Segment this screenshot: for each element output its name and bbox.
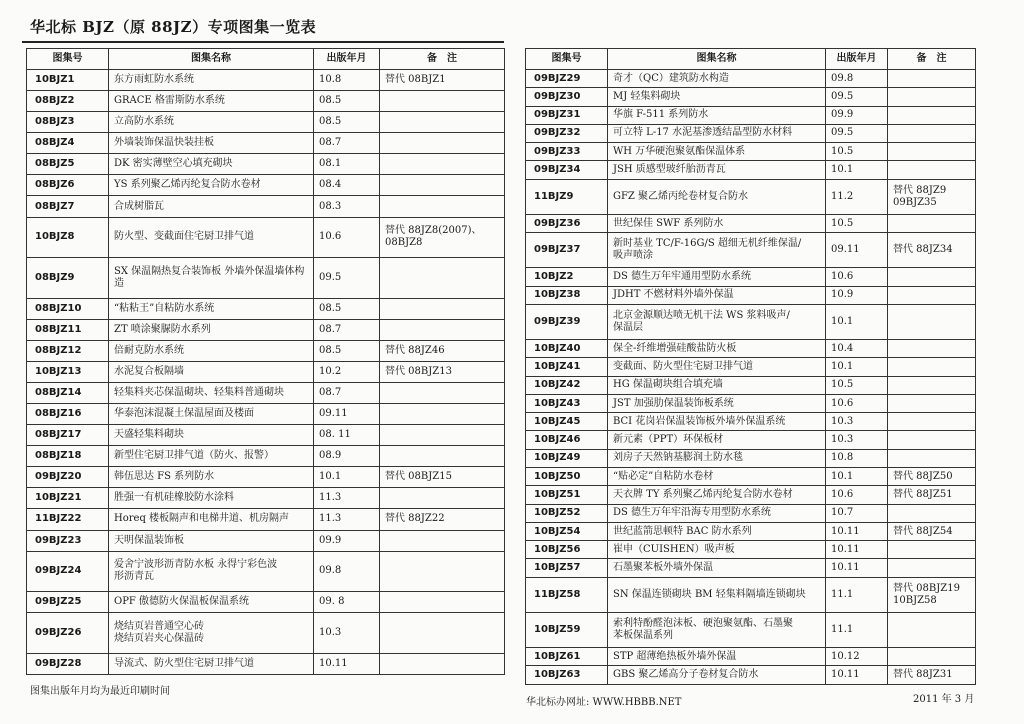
name-cell: DS 德生万年牢沿海专用型防水系统: [608, 504, 826, 522]
date-cell: 10.7: [826, 504, 888, 522]
code-cell: 08BJZ10: [27, 298, 109, 319]
date-cell: 08.5: [314, 298, 380, 319]
name-cell: JSH 质感型玻纤胎沥青瓦: [608, 161, 826, 179]
note-cell: 替代 88JZ54: [888, 522, 976, 540]
code-cell: 11BJZ22: [27, 509, 109, 530]
date-cell: 10.3: [826, 431, 888, 449]
code-cell: 09BJZ31: [526, 106, 608, 124]
code-cell: 08BJZ17: [27, 425, 109, 446]
name-cell: GRACE 格雷斯防水系统: [109, 91, 314, 112]
note-cell: [888, 106, 976, 124]
date-cell: 08.5: [314, 340, 380, 361]
date-cell: 10.1: [826, 161, 888, 179]
header-code: 图集号: [526, 49, 608, 70]
right-catalog-table: [525, 48, 976, 685]
table-row: [526, 340, 976, 358]
date-cell: 10.3: [314, 613, 380, 654]
page-title: 华北标 BJZ（原 88JZ）专项图集一览表: [30, 18, 317, 36]
table-row: [27, 70, 505, 91]
table-row: [526, 268, 976, 286]
note-cell: [888, 161, 976, 179]
table-row: [526, 449, 976, 467]
table-row: [526, 394, 976, 412]
footnote: 图集出版年月均为最近印刷时间: [30, 686, 170, 697]
code-cell: 10BJZ45: [526, 413, 608, 431]
code-cell: 10BJZ61: [526, 648, 608, 666]
date-cell: 10.5: [826, 376, 888, 394]
code-cell: 08BJZ2: [27, 91, 109, 112]
note-cell: [380, 319, 505, 340]
table-row: [526, 504, 976, 522]
table-row: [27, 592, 505, 613]
code-cell: 11BJZ9: [526, 179, 608, 214]
code-cell: 08BJZ3: [27, 112, 109, 133]
table-row: [27, 154, 505, 175]
name-cell: MJ 轻集料砌块: [608, 88, 826, 106]
table-row: [526, 413, 976, 431]
date-cell: 08.3: [314, 196, 380, 217]
note-cell: [380, 425, 505, 446]
table-row: [27, 509, 505, 530]
name-cell: GBS 聚乙烯高分子卷材复合防水: [608, 666, 826, 685]
table-row: [526, 143, 976, 161]
table-row: [27, 425, 505, 446]
code-cell: 10BJZ38: [526, 286, 608, 304]
code-cell: 08BJZ4: [27, 133, 109, 154]
name-cell: 东方雨虹防水系统: [109, 70, 314, 91]
table-row: [526, 70, 976, 88]
date-cell: 08.7: [314, 382, 380, 403]
date-cell: 09.8: [314, 551, 380, 592]
code-cell: 10BJZ43: [526, 394, 608, 412]
name-cell: 天盛轻集料砌块: [109, 425, 314, 446]
code-cell: 10BJZ41: [526, 358, 608, 376]
date-cell: 09.5: [314, 258, 380, 299]
code-cell: 09BJZ24: [27, 551, 109, 592]
name-cell: 天衣牌 TY 系列聚乙烯丙纶复合防水卷材: [608, 486, 826, 504]
note-cell: [888, 504, 976, 522]
date-cell: 10.5: [826, 214, 888, 232]
name-cell: 韩伍思达 FS 系列防水: [109, 467, 314, 488]
code-cell: 09BJZ34: [526, 161, 608, 179]
date-cell: 09.8: [826, 70, 888, 88]
note-cell: [380, 613, 505, 654]
note-cell: [888, 413, 976, 431]
note-cell: [380, 258, 505, 299]
code-cell: 09BJZ29: [526, 70, 608, 88]
name-cell: 刘房子天然钠基膨润土防水毯: [608, 449, 826, 467]
name-cell: 世纪蓝箭思顿特 BAC 防水系列: [608, 522, 826, 540]
table-row: [526, 304, 976, 339]
code-cell: 08BJZ9: [27, 258, 109, 299]
note-cell: [888, 612, 976, 647]
table-row: [526, 124, 976, 142]
note-cell: 替代 08BJZ19 10BJZ58: [888, 577, 976, 612]
table-row: [27, 613, 505, 654]
date-cell: 08.7: [314, 319, 380, 340]
date-cell: 10.6: [826, 268, 888, 286]
name-cell: JST 加强肋保温装饰板系统: [608, 394, 826, 412]
code-cell: 10BJZ57: [526, 559, 608, 577]
note-cell: [380, 382, 505, 403]
header-note: 备 注: [380, 49, 505, 70]
note-cell: [380, 530, 505, 551]
code-cell: 08BJZ16: [27, 404, 109, 425]
date-cell: 08. 11: [314, 425, 380, 446]
table-row: [27, 340, 505, 361]
date-cell: 10.11: [314, 653, 380, 674]
date-cell: 10.1: [826, 358, 888, 376]
code-cell: 10BJZ21: [27, 488, 109, 509]
code-cell: 10BJZ46: [526, 431, 608, 449]
note-cell: 替代 08BJZ1: [380, 70, 505, 91]
note-cell: [380, 91, 505, 112]
note-cell: 替代 88JZ34: [888, 233, 976, 268]
name-cell: HG 保温砌块组合填充墙: [608, 376, 826, 394]
name-cell: “粘粘王”自粘防水系统: [109, 298, 314, 319]
table-row: [526, 666, 976, 685]
header-date: 出版年月: [826, 49, 888, 70]
date-cell: 10.3: [826, 413, 888, 431]
date-cell: 10.6: [826, 394, 888, 412]
table-row: [27, 133, 505, 154]
note-cell: 替代 88JZ22: [380, 509, 505, 530]
date-cell: 10.2: [314, 361, 380, 382]
name-cell: DK 密实薄壁空心填充砌块: [109, 154, 314, 175]
table-row: [27, 404, 505, 425]
note-cell: [888, 304, 976, 339]
table-row: [526, 161, 976, 179]
name-cell: 新时基业 TC/F-16G/S 超细无机纤维保温/ 吸声喷涂: [608, 233, 826, 268]
code-cell: 10BJZ8: [27, 217, 109, 258]
table-row: [526, 376, 976, 394]
date-cell: 08.5: [314, 112, 380, 133]
name-cell: GFZ 聚乙烯丙纶卷材复合防水: [608, 179, 826, 214]
table-row: [526, 522, 976, 540]
note-cell: [888, 394, 976, 412]
name-cell: 世纪保佳 SWF 系列防水: [608, 214, 826, 232]
note-cell: [888, 340, 976, 358]
name-cell: 立高防水系统: [109, 112, 314, 133]
code-cell: 09BJZ39: [526, 304, 608, 339]
date-cell: 11.3: [314, 509, 380, 530]
code-cell: 09BJZ33: [526, 143, 608, 161]
name-cell: 北京金源顺达喷无机干法 WS 浆料吸声/ 保温层: [608, 304, 826, 339]
name-cell: “贴必定”自粘防水卷材: [608, 468, 826, 486]
code-cell: 09BJZ28: [27, 653, 109, 674]
date-cell: 08.1: [314, 154, 380, 175]
code-cell: 08BJZ14: [27, 382, 109, 403]
header-name: 图集名称: [109, 49, 314, 70]
note-cell: [380, 154, 505, 175]
table-row: [27, 175, 505, 196]
code-cell: 10BJZ56: [526, 541, 608, 559]
date-cell: 09. 8: [314, 592, 380, 613]
table-row: [27, 551, 505, 592]
table-row: [27, 258, 505, 299]
note-cell: [888, 70, 976, 88]
table-row: [526, 468, 976, 486]
date-cell: 09.5: [826, 88, 888, 106]
note-cell: [888, 449, 976, 467]
code-cell: 08BJZ5: [27, 154, 109, 175]
name-cell: 保全-纤维增强硅酸盐防火板: [608, 340, 826, 358]
note-cell: 替代 88JZ51: [888, 486, 976, 504]
name-cell: 天明保温装饰板: [109, 530, 314, 551]
date-cell: 10.11: [826, 559, 888, 577]
code-cell: 09BJZ20: [27, 467, 109, 488]
name-cell: 石墨聚苯板外墙外保温: [608, 559, 826, 577]
note-cell: [888, 143, 976, 161]
table-row: [526, 88, 976, 106]
date-cell: 09.5: [826, 124, 888, 142]
code-cell: 10BJZ1: [27, 70, 109, 91]
header-name: 图集名称: [608, 49, 826, 70]
note-cell: [888, 559, 976, 577]
table-row: [526, 648, 976, 666]
date-cell: 10.6: [314, 217, 380, 258]
code-cell: 09BJZ32: [526, 124, 608, 142]
name-cell: YS 系列聚乙烯丙纶复合防水卷材: [109, 175, 314, 196]
name-cell: 可立特 L-17 水泥基渗透结晶型防水材料: [608, 124, 826, 142]
code-cell: 08BJZ11: [27, 319, 109, 340]
code-cell: 10BJZ52: [526, 504, 608, 522]
date-cell: 10.11: [826, 522, 888, 540]
publish-date: 2011 年 3 月: [913, 694, 975, 705]
name-cell: 防火型、变截面住宅厨卫排气道: [109, 217, 314, 258]
title-underline: [22, 41, 504, 43]
note-cell: [888, 358, 976, 376]
name-cell: 水泥复合板隔墙: [109, 361, 314, 382]
table-row: [526, 541, 976, 559]
name-cell: 变截面、防火型住宅厨卫排气道: [608, 358, 826, 376]
date-cell: 10.5: [826, 143, 888, 161]
name-cell: OPF 傲德防火保温板保温系统: [109, 592, 314, 613]
name-cell: 倍耐克防水系统: [109, 340, 314, 361]
code-cell: 08BJZ18: [27, 446, 109, 467]
table-row: [27, 530, 505, 551]
code-cell: 10BJZ2: [526, 268, 608, 286]
name-cell: 轻集料夹芯保温砌块、轻集料普通砌块: [109, 382, 314, 403]
date-cell: 10.12: [826, 648, 888, 666]
note-cell: 替代 88JZ9 09BJZ35: [888, 179, 976, 214]
date-cell: 09.9: [314, 530, 380, 551]
name-cell: JDHT 不燃材料外墙外保温: [608, 286, 826, 304]
code-cell: 08BJZ7: [27, 196, 109, 217]
table-row: [526, 358, 976, 376]
table-row: [27, 446, 505, 467]
note-cell: 替代 88JZ46: [380, 340, 505, 361]
note-cell: [380, 196, 505, 217]
note-cell: [888, 648, 976, 666]
code-cell: 09BJZ30: [526, 88, 608, 106]
name-cell: 索利特酚醛泡沫板、硬泡聚氨酯、石墨聚 苯板保温系列: [608, 612, 826, 647]
date-cell: 10.4: [826, 340, 888, 358]
table-row: [27, 112, 505, 133]
website-text: 华北标办网址: WWW.HBBB.NET: [526, 697, 682, 708]
code-cell: 10BJZ49: [526, 449, 608, 467]
table-row: [27, 217, 505, 258]
date-cell: 09.11: [314, 404, 380, 425]
name-cell: WH 万华硬泡聚氨酯保温体系: [608, 143, 826, 161]
code-cell: 10BJZ59: [526, 612, 608, 647]
date-cell: 11.2: [826, 179, 888, 214]
code-cell: 09BJZ23: [27, 530, 109, 551]
code-cell: 11BJZ58: [526, 577, 608, 612]
note-cell: [380, 551, 505, 592]
header-code: 图集号: [27, 49, 109, 70]
name-cell: ZT 喷涂聚脲防水系列: [109, 319, 314, 340]
name-cell: 华旗 F-511 系列防水: [608, 106, 826, 124]
table-header-row: [526, 49, 976, 70]
name-cell: BCI 花岗岩保温装饰板外墙外保温系统: [608, 413, 826, 431]
date-cell: 09.11: [826, 233, 888, 268]
code-cell: 09BJZ26: [27, 613, 109, 654]
note-cell: [888, 124, 976, 142]
note-cell: 替代 88JZ50: [888, 468, 976, 486]
note-cell: [888, 88, 976, 106]
code-cell: 09BJZ36: [526, 214, 608, 232]
note-cell: [380, 133, 505, 154]
date-cell: 10.1: [314, 467, 380, 488]
code-cell: 10BJZ54: [526, 522, 608, 540]
name-cell: 导流式、防火型住宅厨卫排气道: [109, 653, 314, 674]
date-cell: 08.4: [314, 175, 380, 196]
date-cell: 10.11: [826, 666, 888, 685]
table-row: [526, 559, 976, 577]
name-cell: STP 超薄绝热板外墙外保温: [608, 648, 826, 666]
table-row: [526, 431, 976, 449]
table-row: [27, 488, 505, 509]
table-row: [27, 196, 505, 217]
code-cell: 09BJZ37: [526, 233, 608, 268]
name-cell: 合成树脂瓦: [109, 196, 314, 217]
table-row: [27, 653, 505, 674]
table-row: [526, 179, 976, 214]
code-cell: 08BJZ12: [27, 340, 109, 361]
name-cell: 华泰泡沫混凝土保温屋面及楼面: [109, 404, 314, 425]
name-cell: SN 保温连锁砌块 BM 轻集料隔墙连锁砌块: [608, 577, 826, 612]
date-cell: 10.9: [826, 286, 888, 304]
name-cell: 爱舍宁波形沥青防水板 永得宁彩色波 形沥青瓦: [109, 551, 314, 592]
code-cell: 10BJZ50: [526, 468, 608, 486]
code-cell: 08BJZ6: [27, 175, 109, 196]
date-cell: 10.6: [826, 486, 888, 504]
table-row: [27, 91, 505, 112]
table-row: [526, 577, 976, 612]
note-cell: [380, 488, 505, 509]
date-cell: 11.1: [826, 612, 888, 647]
note-cell: 替代 08BJZ15: [380, 467, 505, 488]
date-cell: 08.7: [314, 133, 380, 154]
table-row: [526, 486, 976, 504]
note-cell: [380, 175, 505, 196]
name-cell: Horeq 楼板隔声和电梯井道、机房隔声: [109, 509, 314, 530]
name-cell: SX 保温隔热复合装饰板 外墙外保温墙体构造: [109, 258, 314, 299]
code-cell: 09BJZ25: [27, 592, 109, 613]
note-cell: [380, 592, 505, 613]
note-cell: [888, 214, 976, 232]
table-row: [526, 612, 976, 647]
code-cell: 10BJZ13: [27, 361, 109, 382]
name-cell: 新型住宅厨卫排气道（防火、报警）: [109, 446, 314, 467]
note-cell: [380, 112, 505, 133]
name-cell: 外墙装饰保温快装挂板: [109, 133, 314, 154]
date-cell: 08.9: [314, 446, 380, 467]
note-cell: [888, 268, 976, 286]
table-header-row: [27, 49, 505, 70]
code-cell: 10BJZ63: [526, 666, 608, 685]
table-row: [526, 214, 976, 232]
table-row: [27, 361, 505, 382]
date-cell: 11.1: [826, 577, 888, 612]
table-row: [526, 286, 976, 304]
note-cell: [888, 286, 976, 304]
table-row: [27, 467, 505, 488]
code-cell: 10BJZ51: [526, 486, 608, 504]
note-cell: [888, 376, 976, 394]
name-cell: DS 德生万年牢通用型防水系统: [608, 268, 826, 286]
name-cell: 胜强一有机硅橡胶防水涂料: [109, 488, 314, 509]
table-row: [526, 233, 976, 268]
date-cell: 10.8: [826, 449, 888, 467]
date-cell: 10.1: [826, 304, 888, 339]
date-cell: 11.3: [314, 488, 380, 509]
table-row: [27, 298, 505, 319]
header-date: 出版年月: [314, 49, 380, 70]
left-catalog-table: [26, 48, 505, 675]
date-cell: 10.8: [314, 70, 380, 91]
note-cell: [380, 298, 505, 319]
date-cell: 10.11: [826, 541, 888, 559]
note-cell: [888, 431, 976, 449]
table-row: [27, 319, 505, 340]
note-cell: [380, 404, 505, 425]
code-cell: 10BJZ42: [526, 376, 608, 394]
name-cell: 新元素（PPT）环保板材: [608, 431, 826, 449]
note-cell: [888, 541, 976, 559]
note-cell: [380, 653, 505, 674]
note-cell: 替代 08BJZ13: [380, 361, 505, 382]
code-cell: 10BJZ40: [526, 340, 608, 358]
note-cell: [380, 446, 505, 467]
name-cell: 烧结页岩普通空心砖 烧结页岩夹心保温砖: [109, 613, 314, 654]
date-cell: 09.9: [826, 106, 888, 124]
note-cell: 替代 88JZ8(2007)、 08BJZ8: [380, 217, 505, 258]
date-cell: 10.1: [826, 468, 888, 486]
name-cell: 奇才（QC）建筑防水构造: [608, 70, 826, 88]
header-note: 备 注: [888, 49, 976, 70]
table-row: [27, 382, 505, 403]
note-cell: 替代 88JZ31: [888, 666, 976, 685]
table-row: [526, 106, 976, 124]
date-cell: 08.5: [314, 91, 380, 112]
name-cell: 崔申（CUISHEN）吸声板: [608, 541, 826, 559]
